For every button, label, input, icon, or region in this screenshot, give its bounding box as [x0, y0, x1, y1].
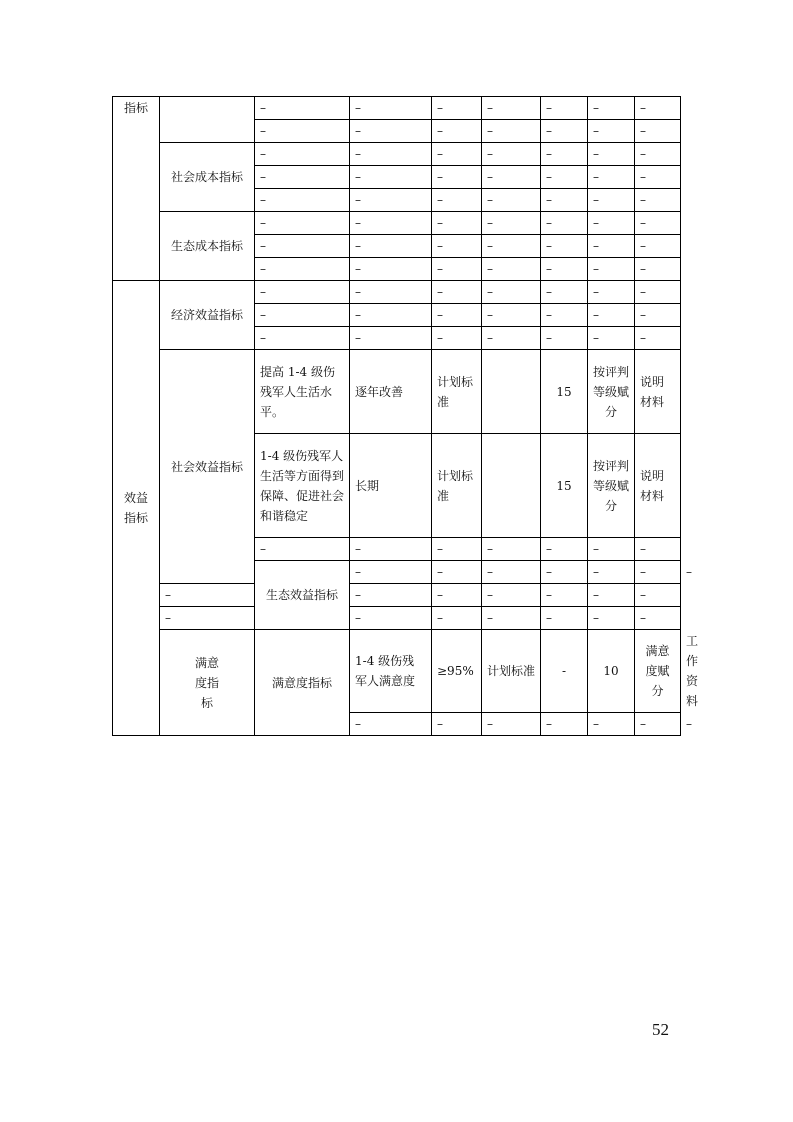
value-cell: 逐年改善	[350, 350, 432, 434]
social-benefit-indicator-cell: 社会效益指标	[160, 350, 255, 584]
dash-cell: –	[432, 281, 482, 304]
dash-cell: –	[432, 327, 482, 350]
page-number: 52	[652, 1020, 669, 1039]
dash-cell: –	[482, 120, 541, 143]
dash-cell: –	[635, 212, 681, 235]
dash-cell: –	[541, 97, 588, 120]
method-cell: 按评判等级赋分	[588, 434, 635, 538]
eco-benefit-indicator-cell: 生态效益指标	[255, 561, 350, 630]
dash-cell: –	[482, 97, 541, 120]
table-row	[113, 607, 681, 630]
table-row	[113, 584, 681, 607]
standard-cell: 计划标准	[432, 434, 482, 538]
dash-cell: –	[588, 281, 635, 304]
dash-cell: –	[635, 713, 681, 736]
dash-cell: –	[541, 258, 588, 281]
dash-cell: –	[482, 584, 541, 607]
dash-cell: –	[541, 561, 588, 584]
dash-cell: –	[350, 120, 432, 143]
dash-cell: –	[635, 561, 681, 584]
dash-cell: –	[635, 189, 681, 212]
table-row	[113, 97, 681, 120]
level1-benefit-indicator-cell	[113, 281, 160, 736]
dash-cell: –	[255, 281, 350, 304]
dash-cell: –	[635, 120, 681, 143]
dash-cell: –	[482, 143, 541, 166]
dash-cell: –	[588, 561, 635, 584]
dash-cell: –	[482, 258, 541, 281]
dash-cell: –	[635, 97, 681, 120]
dash-cell: –	[255, 166, 350, 189]
dash-cell: –	[635, 538, 681, 561]
dash-cell: –	[255, 304, 350, 327]
dash-cell: –	[432, 258, 482, 281]
dash-cell: –	[255, 235, 350, 258]
level1-cost-indicator-cell: 指标	[113, 97, 160, 281]
dash-cell: –	[541, 120, 588, 143]
dash-cell: –	[541, 304, 588, 327]
satisfaction-indicator-label: 满意度指标	[194, 655, 219, 710]
empty-cell	[482, 434, 541, 538]
level1-satisfaction-indicator-cell	[160, 630, 255, 736]
method-cell: 满意度赋分	[635, 630, 681, 713]
dash-cell: –	[588, 304, 635, 327]
dash-cell: –	[432, 235, 482, 258]
dash-cell: –	[350, 584, 432, 607]
performance-indicator-table	[112, 96, 699, 736]
indicator-cell: 1-4 级伤残军人满意度	[350, 630, 432, 713]
dash-cell: –	[432, 561, 482, 584]
dash-cell: –	[350, 97, 432, 120]
dash-cell: –	[635, 607, 681, 630]
dash-cell: –	[432, 584, 482, 607]
empty-cell	[482, 350, 541, 434]
dash-cell: –	[255, 212, 350, 235]
indicator-cell: 提高 1-4 级伤残军人生活水平。	[255, 350, 350, 434]
dash-cell: –	[541, 189, 588, 212]
dash-cell: –	[160, 607, 255, 630]
table-row: – – – – – – –	[113, 713, 681, 736]
dash-cell: –	[255, 189, 350, 212]
table-row	[113, 350, 681, 434]
weight-cell: 15	[541, 434, 588, 538]
dash-cell: –	[350, 143, 432, 166]
dash-cell: –	[541, 327, 588, 350]
unit-cell: -	[541, 630, 588, 713]
dash-cell: –	[541, 607, 588, 630]
dash-cell: –	[635, 584, 681, 607]
dash-cell: –	[588, 607, 635, 630]
dash-cell: –	[350, 713, 432, 736]
table-row: 生态效益指标 – – – – – – –	[113, 561, 681, 584]
table-row	[113, 281, 681, 304]
dash-cell: –	[432, 189, 482, 212]
weight-cell: 15	[541, 350, 588, 434]
dash-cell: –	[635, 235, 681, 258]
dash-cell: –	[482, 327, 541, 350]
dash-cell: –	[588, 97, 635, 120]
dash-cell: –	[432, 166, 482, 189]
value-cell: 长期	[350, 434, 432, 538]
standard-cell: 计划标准	[482, 630, 541, 713]
dash-cell: –	[482, 281, 541, 304]
dash-cell: –	[635, 327, 681, 350]
benefit-indicator-label: 效益指标	[123, 491, 148, 525]
dash-cell: –	[350, 166, 432, 189]
dash-cell: –	[588, 538, 635, 561]
dash-cell: –	[482, 166, 541, 189]
dash-cell: –	[482, 304, 541, 327]
dash-cell: –	[635, 166, 681, 189]
dash-cell: –	[350, 258, 432, 281]
dash-cell: –	[432, 607, 482, 630]
dash-cell: –	[541, 235, 588, 258]
dash-cell: –	[350, 281, 432, 304]
dash-cell: –	[541, 166, 588, 189]
dash-cell: –	[350, 327, 432, 350]
dash-cell: –	[350, 212, 432, 235]
dash-cell: –	[432, 143, 482, 166]
eco-cost-indicator-cell: 生态成本指标	[160, 212, 255, 281]
social-cost-indicator-cell: 社会成本指标	[160, 143, 255, 212]
dash-cell: –	[635, 304, 681, 327]
dash-cell: –	[482, 713, 541, 736]
dash-cell: –	[588, 258, 635, 281]
weight-cell: 10	[588, 630, 635, 713]
level2-empty-cell	[160, 97, 255, 143]
dash-cell: –	[255, 143, 350, 166]
dash-cell: –	[255, 327, 350, 350]
dash-cell: –	[432, 304, 482, 327]
dash-cell: –	[160, 584, 255, 607]
dash-cell: –	[588, 235, 635, 258]
dash-cell: –	[432, 120, 482, 143]
table-row: 满意度指标 满意度指标 1-4 级伤残军人满意度 ≥95% 计划标准 - 10 满意度赋分 工作资料	[113, 630, 681, 713]
dash-cell: –	[350, 304, 432, 327]
value-cell: ≥95%	[432, 630, 482, 713]
dash-cell: –	[588, 166, 635, 189]
dash-cell: –	[255, 120, 350, 143]
dash-cell: –	[482, 538, 541, 561]
dash-cell: –	[350, 235, 432, 258]
dash-cell: –	[432, 713, 482, 736]
method-cell: 按评判等级赋分	[588, 350, 635, 434]
dash-cell: –	[482, 189, 541, 212]
dash-cell: –	[482, 607, 541, 630]
indicator-cell: 1-4 级伤残军人生活等方面得到保障、促进社会和谐稳定	[255, 434, 350, 538]
economic-benefit-indicator-cell: 经济效益指标	[160, 281, 255, 350]
dash-cell: –	[588, 327, 635, 350]
dash-cell: –	[541, 212, 588, 235]
dash-cell: –	[588, 143, 635, 166]
standard-cell: 计划标准	[432, 350, 482, 434]
dash-cell: –	[255, 97, 350, 120]
dash-cell: –	[635, 143, 681, 166]
basis-cell: 说明材料	[635, 434, 681, 538]
dash-cell: –	[482, 212, 541, 235]
table-row	[113, 212, 681, 235]
dash-cell: –	[350, 561, 432, 584]
dash-cell: –	[350, 607, 432, 630]
dash-cell: –	[635, 281, 681, 304]
table-row	[113, 143, 681, 166]
dash-cell: –	[482, 561, 541, 584]
dash-cell: –	[432, 538, 482, 561]
satisfaction-sub-indicator-cell: 满意度指标	[255, 630, 350, 736]
dash-cell: –	[541, 584, 588, 607]
dash-cell: –	[588, 584, 635, 607]
dash-cell: –	[541, 281, 588, 304]
dash-cell: –	[432, 97, 482, 120]
dash-cell: –	[541, 143, 588, 166]
basis-cell: 说明材料	[635, 350, 681, 434]
dash-cell: –	[588, 120, 635, 143]
dash-cell: –	[350, 538, 432, 561]
dash-cell: –	[541, 713, 588, 736]
dash-cell: –	[588, 713, 635, 736]
dash-cell: –	[541, 538, 588, 561]
dash-cell: –	[432, 212, 482, 235]
dash-cell: –	[350, 189, 432, 212]
dash-cell: –	[482, 235, 541, 258]
dash-cell: –	[588, 212, 635, 235]
dash-cell: –	[255, 538, 350, 561]
dash-cell: –	[635, 258, 681, 281]
dash-cell: –	[588, 189, 635, 212]
dash-cell: –	[255, 258, 350, 281]
